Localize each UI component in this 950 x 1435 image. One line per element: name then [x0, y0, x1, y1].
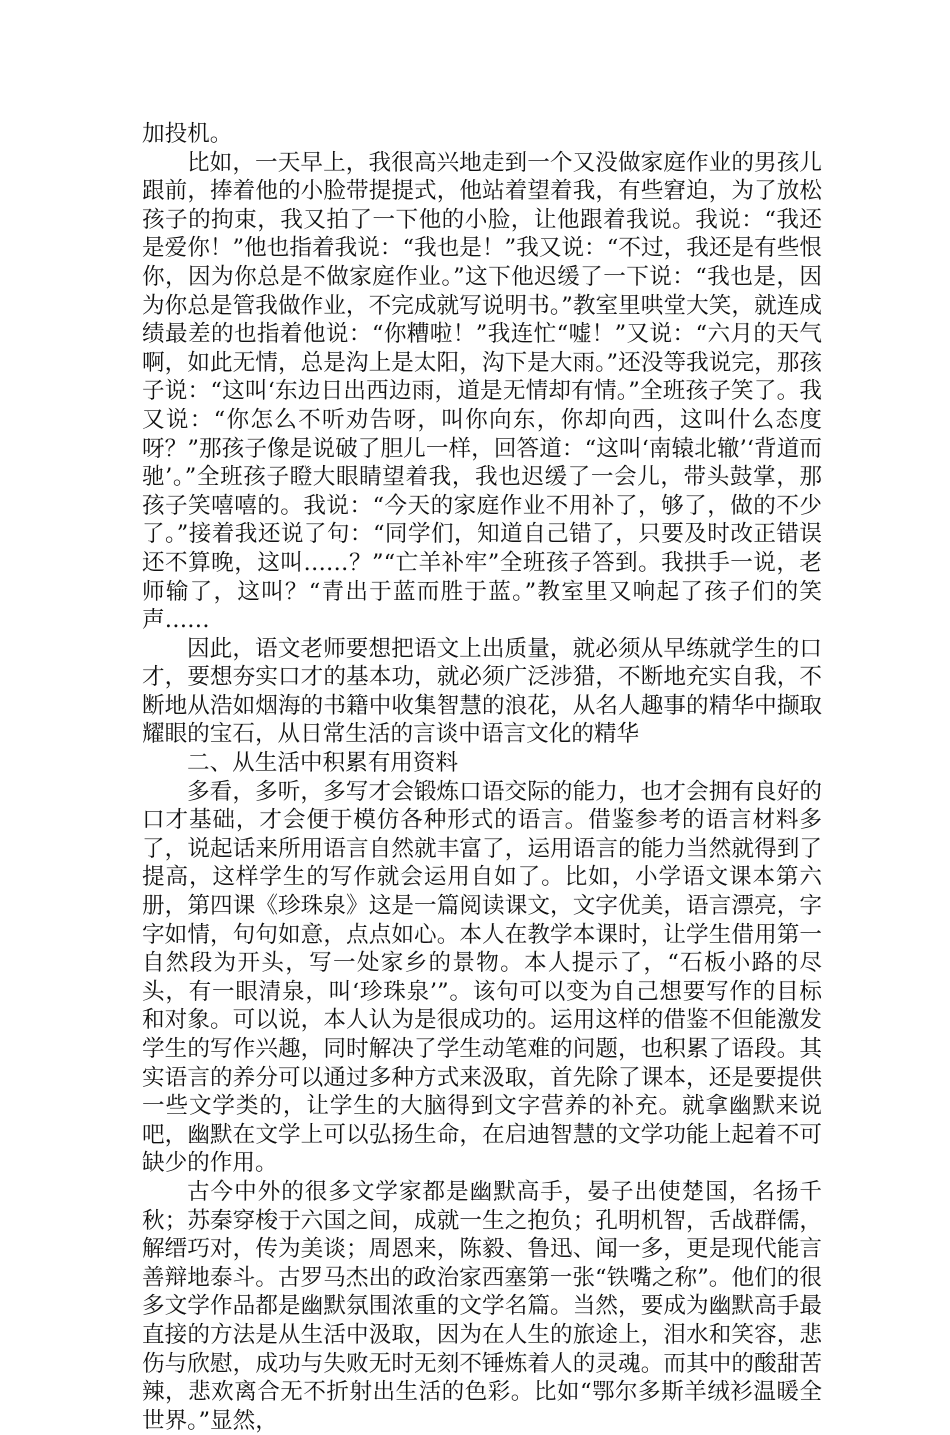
- paragraph-classroom-anecdote: 比如，一天早上，我很高兴地走到一个又没做家庭作业的男孩儿跟前，捧着他的小脸带提提式，他站着望着我，有些窘迫，为了放松孩子的拘束，我又拍了一下他的小脸，让他跟着我说。我说：“我还是爱你！”他也指着我说：“我也是！”我又说：“不过，我还是有些恨你，因为你总是不做家庭作业。”这下他迟缓了一下说：“我也是，因为你总是管我做作业，不完成就写说明书。”教室里哄堂大笑，就连成绩最差的也指着他说：“你糟啦！”我连忙“嘘！”又说：“六月的天气啊，如此无情，总是沟上是太阳，沟下是大雨。”还没等我说完，那孩子说：“这叫‘东边日出西边雨，道是无情却有情。”全班孩子笑了。我又说：“你怎么不听劝告呀，叫你向东，你却向西，这叫什么态度呀？”那孩子像是说破了胆儿一样，回答道：“这叫‘南辕北辙’‘背道而驰’。”全班孩子瞪大眼睛望着我，我也迟缓了一会儿，带头鼓掌，那孩子笑嘻嘻的。我说：“今天的家庭作业不用补了，够了，做的不少了。”接着我还说了句：“同学们，知道自己错了，只要及时改正错误还不算晚，这叫……？”“亡羊补牢”全班孩子答到。我拱手一说，老师输了，这叫？“青出于蓝而胜于蓝。”教室里又响起了孩子们的笑声……: [142, 149, 822, 634]
- paragraph-continuation: 加投机。: [142, 121, 233, 147]
- section-heading: 二、从生活中积累有用资料: [187, 750, 459, 777]
- paragraph-language-accumulation: 多看，多听，多写才会锻炼口语交际的能力，也才会拥有良好的口才基础，才会便于模仿各种形式的语言。借鉴参考的语言材料多了，说起话来所用语言自然就丰富了，运用语言的能力当然就得到了提高，这样学生的写作就会运用自如了。比如，小学语文课本第六册，第四课《珍珠泉》这是一篇阅读课文，文字优美，语言漂亮，字字如情，句句如意，点点如心。本人在教学本课时，让学生借用第一自然段为开头，写一处家乡的景物。本人提示了，“石板小路的尽头，有一眼清泉，叫‘珍珠泉’”。该句可以变为自己想要写作的目标和对象。可以说，本人认为是很成功的。运用这样的借鉴不但能激发学生的写作兴趣，同时解决了学生动笔难的问题，也积累了语段。其实语言的养分可以通过多种方式来汲取，首先除了课本，还是要提供一些文学类的，让学生的大脑得到文字营养的补充。就拿幽默来说吧，幽默在文学上可以弘扬生命，在启迪智慧的文学功能上起着不可缺少的作用。: [142, 778, 822, 1177]
- paragraph-conclusion-eloquence: 因此，语文老师要想把语文上出质量，就必须从早练就学生的口才，要想夯实口才的基本功，就必须广泛涉猎，不断地充实自我，不断地从浩如烟海的书籍中收集智慧的浪花，从名人趣事的精华中撷取耀眼的宝石，从日常生活的言谈中语言文化的精华: [142, 635, 822, 748]
- document-page: [142, 120, 822, 1435]
- paragraph-humor-masters: 古今中外的很多文学家都是幽默高手，晏子出使楚国，名扬千秋；苏秦穿梭于六国之间，成就一生之抱负；孔明机智，舌战群儒，解缙巧对，传为美谈；周恩来，陈毅、鲁迅、闻一多，更是现代能言善辩地泰斗。古罗马杰出的政治家西塞第一张“铁嘴之称”。他们的很多文学作品都是幽默氛围浓重的文学名篇。当然，要成为幽默高手最直接的方法是从生活中汲取，因为在人生的旅途上，泪水和笑容，悲伤与欣慰，成功与失败无时无刻不锤炼着人的灵魂。而其中的酸甜苦辣，悲欢离合无不折射出生活的色彩。比如“鄂尔多斯羊绒衫温暖全世界。”显然，: [142, 1178, 822, 1434]
